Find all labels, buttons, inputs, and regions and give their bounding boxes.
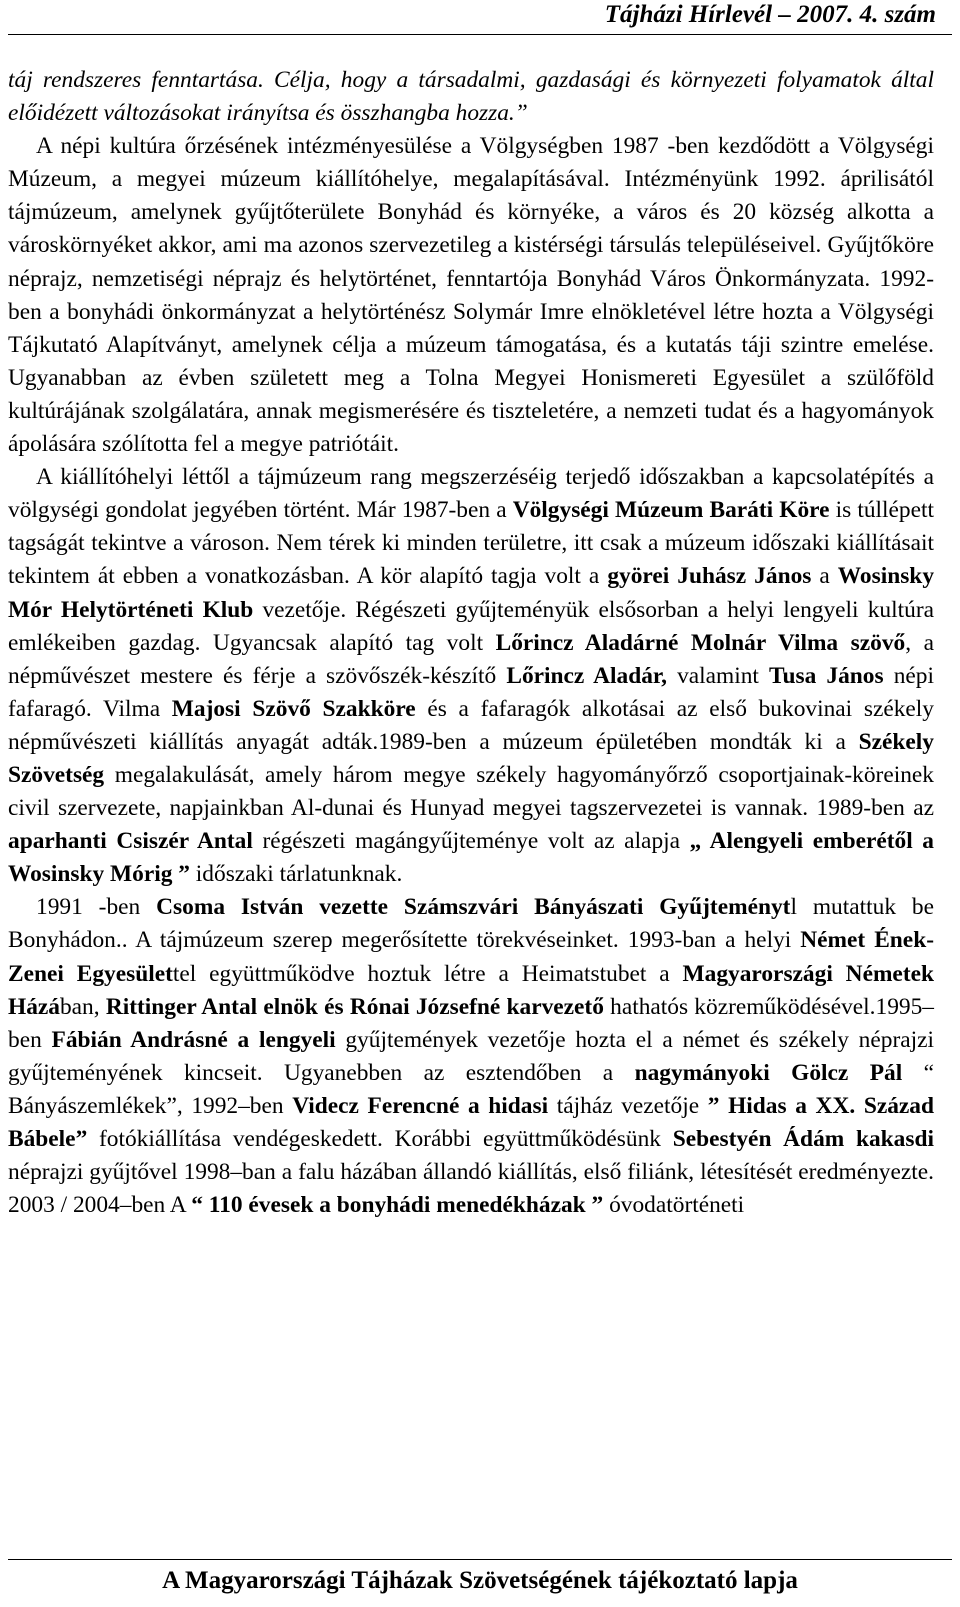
bold-name: aparhanti Csiszér Antal — [8, 828, 253, 855]
text-span: valamint — [666, 662, 770, 689]
bold-name: györei Juhász János — [607, 563, 812, 590]
bold-name: Német Ének- Zenei Egyesület — [8, 927, 934, 987]
text-span: időszaki tárlatunknak. — [189, 861, 403, 888]
footer-publication-line: A Magyarországi Tájházak Szövetségének tájékoztató lapja — [162, 1567, 798, 1594]
text-span: A kiállítóhelyi léttől a tájmúzeum rang megszerzéséig terjedő időszakban a kapcsolatépítés a völgységi gondolat jegyében történt. Már 1987-ben a — [8, 464, 934, 524]
text-span: hathatós közreműködésével.1995–ben — [8, 993, 934, 1053]
footer-divider — [8, 1559, 952, 1560]
bold-name: Fábián Andrásné a lengyeli — [51, 1026, 336, 1053]
text-span: l mutattuk be Bonyhádon.. A tájmúzeum szerep megerősítette törekvéseinket. 1993-ban a helyi — [8, 894, 934, 954]
text-span: gyűjtemények vezetője hozta el a német és székely néprajzi gyűjteményének kincseit. Ugyanebben az esztendőben a — [8, 1026, 934, 1086]
bold-name: nagymányoki Gölcz Pál — [634, 1059, 903, 1086]
bold-name: Wosinsky Mór Helytörténeti Klub — [8, 563, 935, 623]
text-span: óvodatörténeti — [603, 1192, 745, 1219]
newsletter-header-title: Tájházi Hírlevél – 2007. 4. szám — [604, 1, 936, 28]
header-divider — [8, 34, 952, 35]
text-span: a — [811, 563, 838, 590]
bold-name: Magyarországi Németek Házá — [8, 960, 934, 1020]
text-span: vezetője. Régészeti gyűjteményük elsősorban a helyi lengyeli kultúra emlékeiben gazdag. Ugyancsak alapító tag volt — [8, 596, 934, 656]
text-span: népi fafaragó. Vilma — [8, 662, 934, 722]
bold-name: Lőrincz Aladárné Molnár Vilma szövő — [495, 629, 906, 656]
text-span: 1991 -ben — [36, 894, 157, 921]
intro-paragraph: táj rendszeres fenntartása. Célja, hogy a társadalmi, gazdasági és környezeti folyamatok által előidézett változásokat irányítsa és összhangba hozza.” — [8, 67, 934, 127]
paragraph-museum-history: A népi kultúra őrzésének intézményesülése a Völgységben 1987 -ben kezdődött a Völgységi Múzeum, a megyei múzeum kiállítóhelye, megalapításával. Intézményünk 1992. áprilisától tájmúzeum, amelynek gyűjtőterülete Bonyhád és környéke, a város és 20 község alkotta a városkörnyéket akkor, ami ma azonos szervezetileg a kistérségi társulás településeivel. Gyűjtőköre néprajz, nemzetiségi néprajz és helytörténet, fenntartója Bonyhád Város Önkormányzata. 1992-ben a bonyhádi önkormányzat a helytörténész Solymár Imre elnökletével létre hozta a Völgységi Tájkutató Alapítványt, amelynek célja a múzeum támogatása, és a kutatás táji szintre emelése. Ugyanabban az évben született meg a Tolna Megyei Honismereti Egyesület a szülőföld kultúrájának szolgálatára, annak megismerésére és tiszteletére, a nemzeti tudat és a hagyományok ápolására szólította fel a megye patriótáit. — [8, 133, 934, 458]
text-span: is túllépett tagságát tekintve a városon. Nem térek ki minden területre, itt csak a múzeum időszaki kiállításait tekintem át ebben a vonatkozásban. A kör alapító tagja volt a — [8, 497, 934, 590]
bold-name: Csoma István vezette Számszvári Bányászati Gyűjteményt — [156, 894, 791, 921]
bold-name: ” Hidas a XX. Század Bábele” — [8, 1092, 934, 1152]
bold-name: Völgységi Múzeum Baráti Köre — [512, 497, 830, 524]
article-body — [8, 64, 934, 1222]
text-span: tájház vezetője — [548, 1092, 708, 1119]
bold-name: Tusa János — [769, 662, 884, 689]
text-span: megalakulását, amely három megye székely hagyományőrző csoportjainak-köreinek civil szervezete, napjainkban Al-dunai és Hunyad megyei tagszervezetei is vannak. 1989-ben az — [8, 761, 934, 822]
bold-name: Rittinger Antal elnök és Rónai Józsefné karvezető — [105, 993, 604, 1020]
paragraph-exhibition-period — [8, 461, 934, 891]
bold-name: Sebestyén Ádám kakasdi — [672, 1126, 934, 1152]
text-span: és a fafaragók alkotásai az első bukovinai székely népművészeti kiállítás anyagát adták.1989-ben a múzeum épületében mondták ki a — [8, 695, 934, 755]
text-span: ban, — [59, 993, 106, 1020]
bold-name: Székely Szövetség — [8, 728, 934, 788]
text-span: tel együttműködve hoztuk létre a Heimatstubet a — [172, 960, 683, 987]
bold-name: Lőrincz Aladár, — [506, 662, 667, 689]
bold-name: „ Alengyeli emberétől a Wosinsky Mórig ” — [8, 828, 935, 888]
bold-name: Majosi Szövő Szakköre — [171, 695, 416, 722]
text-span: néprajzi gyűjtővel 1998–ban a falu házában állandó kiállítás, első filiánk, létesítését eredményezte. 2003 / 2004–ben A — [8, 1159, 934, 1219]
text-span: régészeti magángyűjteménye volt az alapja — [252, 828, 690, 855]
bold-name: Videcz Ferencné a hidasi — [292, 1092, 549, 1119]
text-span: “ Bányászemlékek”, 1992–ben — [8, 1059, 934, 1119]
bold-name: “ 110 évesek a bonyhádi menedékházak ” — [191, 1192, 604, 1219]
text-span: fotókiállítása vendégeskedett. Korábbi együttműködésünk — [87, 1126, 673, 1152]
text-span: , a népművészet mestere és férje a szövőszék-készítő — [8, 629, 934, 689]
paragraph-collaborations — [8, 891, 934, 1222]
